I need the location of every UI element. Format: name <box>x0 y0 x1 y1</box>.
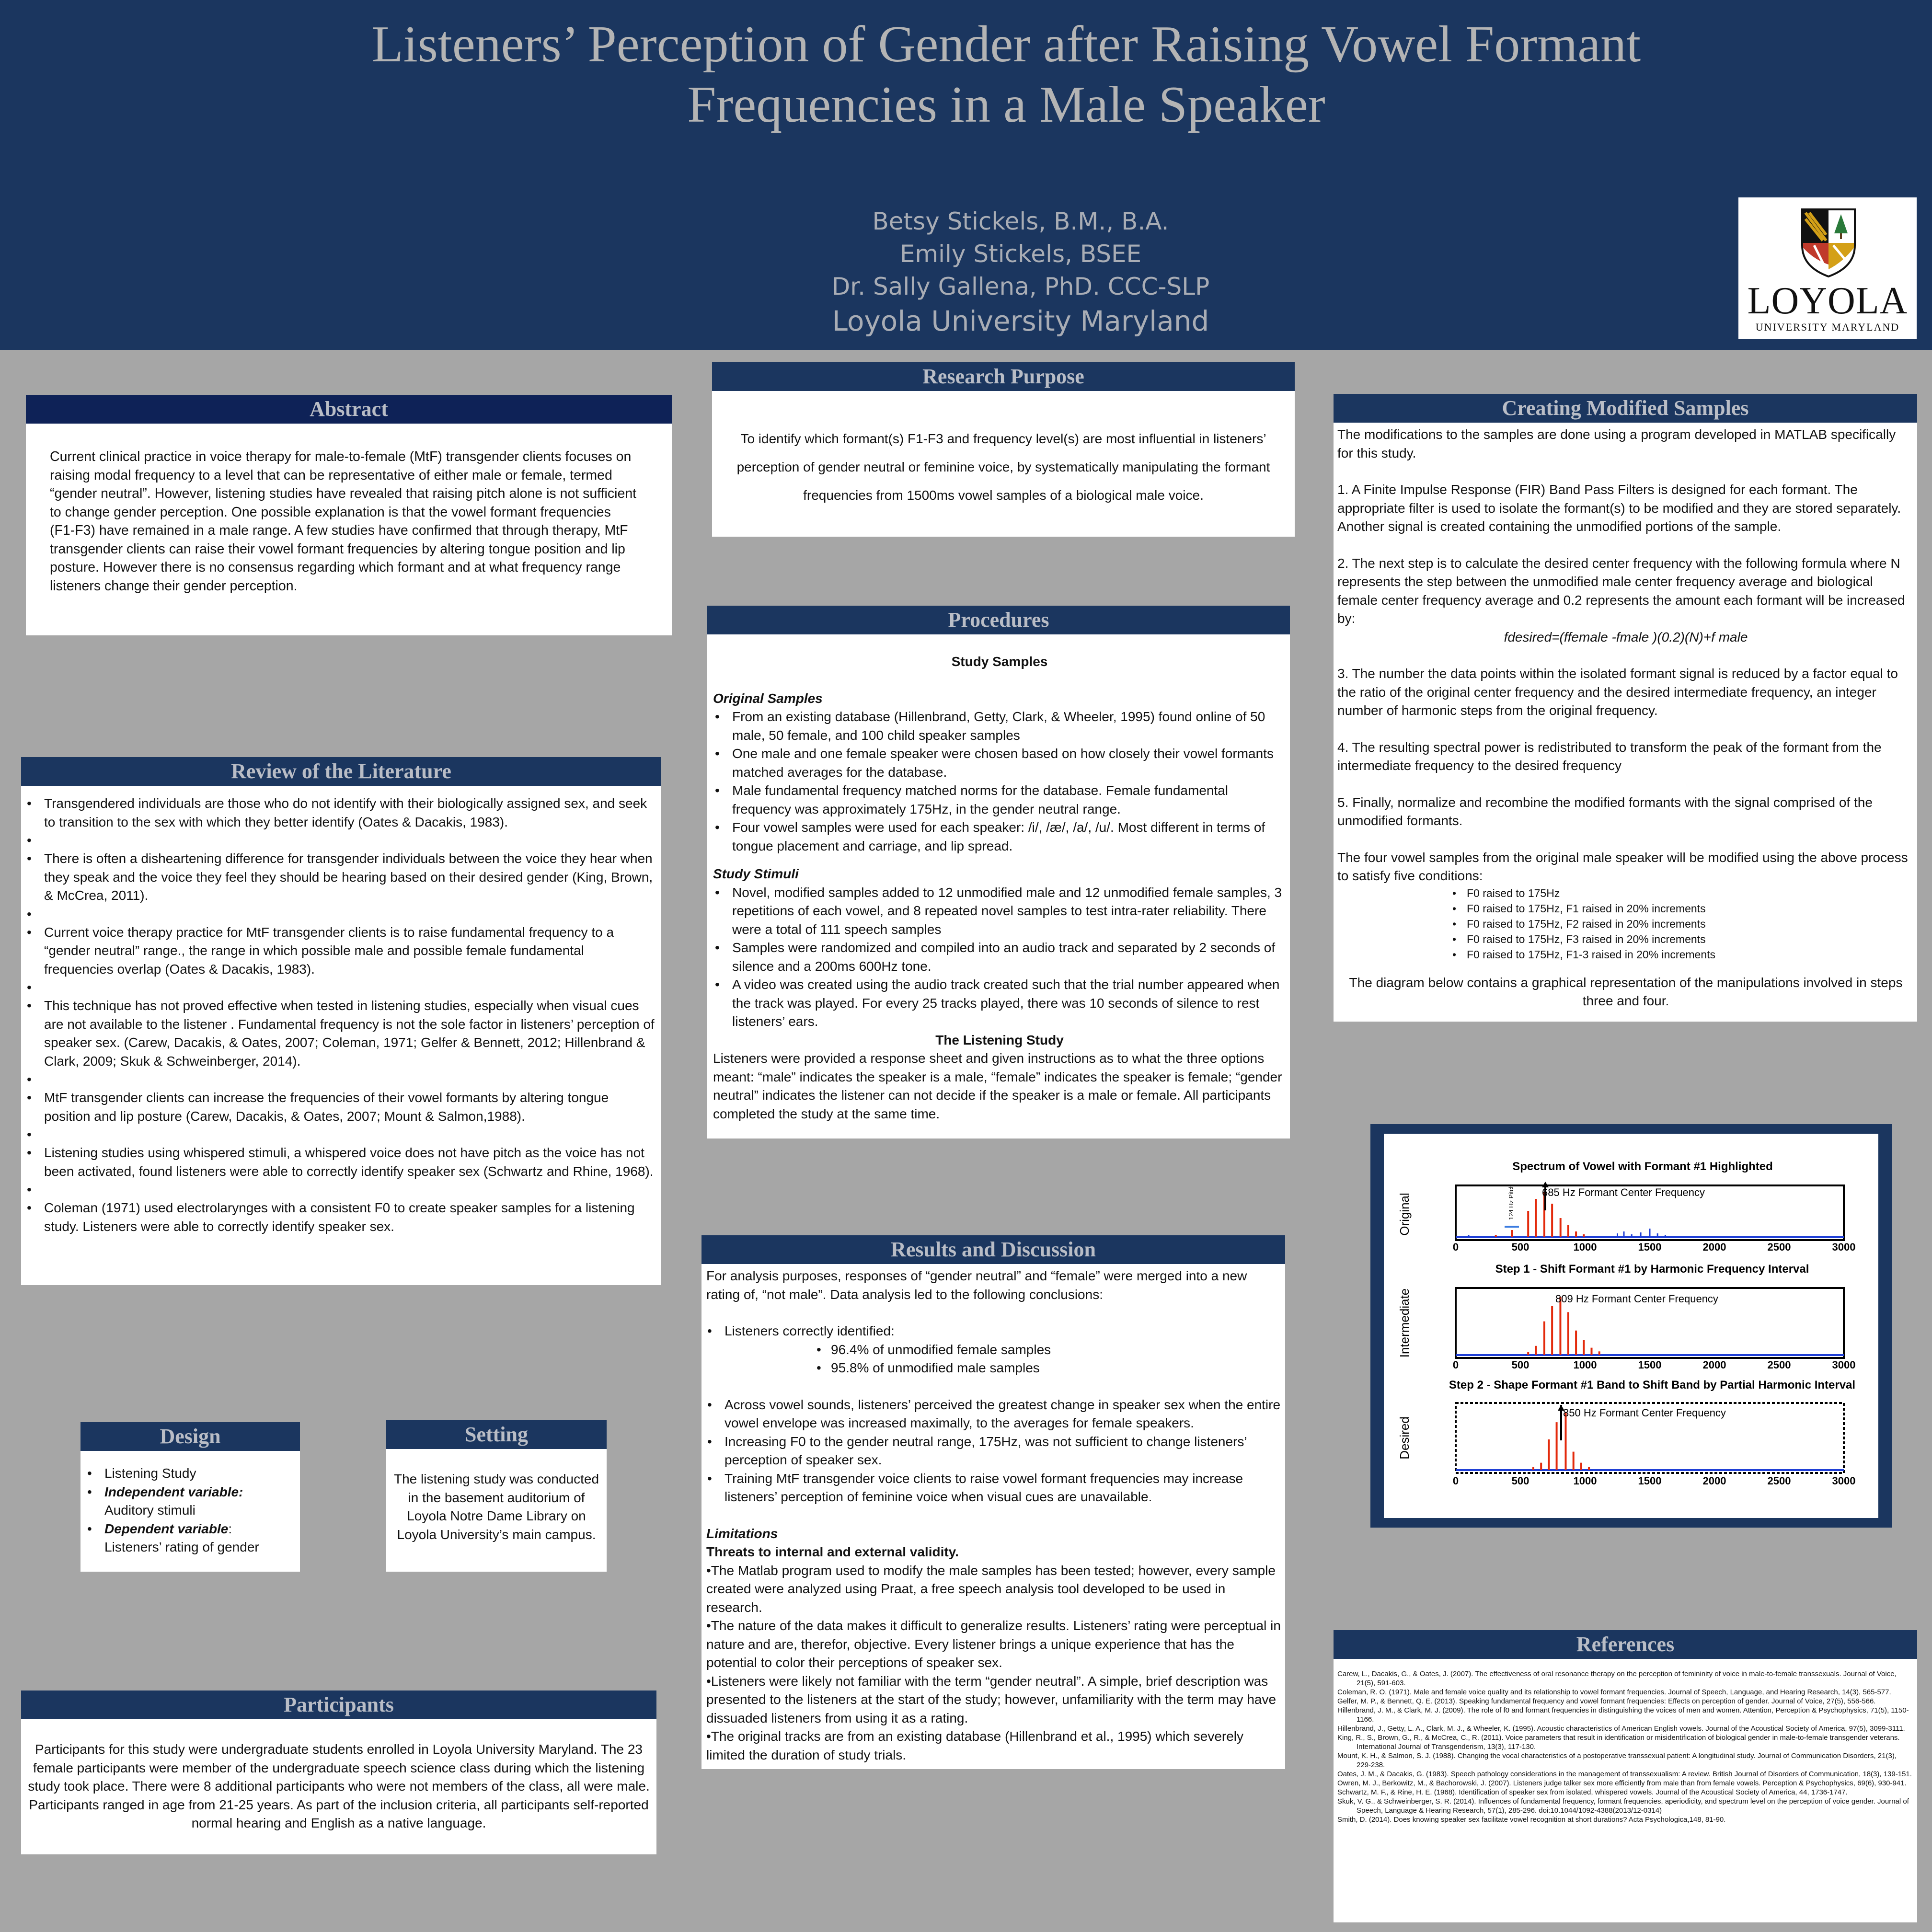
design-list <box>83 1464 297 1557</box>
figure-title-intermediate: Step 1 - Shift Formant #1 by Harmonic Frequency Interval <box>1495 1263 1809 1276</box>
literature-heading: Review of the Literature <box>21 757 661 786</box>
xtick-label: 1500 <box>1638 1475 1662 1487</box>
author-2: Emily Stickels, BSEE <box>899 240 1142 268</box>
title-line-2: Frequencies in a Male Speaker <box>687 76 1325 133</box>
ylabel-intermediate: Intermediate <box>1397 1288 1412 1358</box>
condition-item: • F0 raised to 175Hz, F2 raised in 20% increments <box>1452 916 1914 932</box>
annotation-original: 685 Hz Formant Center Frequency <box>1542 1186 1705 1198</box>
abstract-text: Current clinical practice in voice therapy for male-to-female (MtF) transgender clients focuses on raising modal frequency to a level that can be representative of either male or female, termed “gender neutral”. However, listening studies have revealed that raising pitch alone is not sufficient to change gender perception. One possible explanation is that the vowel formant frequencies (F1-F3) have remained in a male range. A few studies have confirmed that through therapy, MtF transgender clients can raise their vowel formant frequencies by altering tongue position and lip posture. However there is no consensus regarding which formant and at what frequency range listeners change their gender perception. <box>50 449 637 594</box>
creating-samples-body <box>1334 423 1917 1022</box>
list-item: • Coleman (1971) used electrolarynges with a consistent F0 to create speaker samples for a listening study. Listeners were able to correctly identify speaker sex. <box>23 1199 656 1236</box>
poster-header <box>0 0 1932 350</box>
design-panel <box>80 1422 300 1572</box>
xtick-label: 2500 <box>1767 1359 1791 1371</box>
threats-heading: Threats to internal and external validity. <box>706 1544 959 1559</box>
list-item: • MtF transgender clients can increase the frequencies of their vowel formants by altering tongue position and lip posture (Carew, Dacakis, & Oates, 2007; Mount & Salmon,1988). <box>23 1089 656 1126</box>
reference-item: Hillenbrand, J., Getty, L. A., Clark, M. J., & Wheeler, K. (1995). Acoustic characteristics of American English vowels. Journal of the Acoustical Society of America, 97(5), 3099-3111. <box>1337 1725 1905 1733</box>
reference-item: Mount, K. H., & Salmon, S. J. (1988). Changing the vocal characteristics of a postoperative transsexual patient: A longitudinal study. Journal of Communication Disorders, 21(3), 229-238. <box>1337 1752 1897 1769</box>
reference-item: King, R., S., Brown, G., R., & McCrea, C., R. (2011). Voice parameters that result in identification or misidentification of biological gender in male-to-female transgender veterans. International Journal of Transgenderism, 13(3), 117-130. <box>1337 1734 1900 1751</box>
shield-icon <box>1800 207 1857 279</box>
reference-item: Owren, M. J., Berkowitz, M., & Bachorowski, J. (2007). Listeners judge talker sex more efficiently from male than from female vowels. Perception & Psychophysics, 69(6), 930-941. <box>1337 1779 1907 1787</box>
spectrum-intermediate <box>1456 1297 1844 1355</box>
pitch-label: 124 Hz Pitch <box>1507 1184 1515 1220</box>
reference-item: Carew, L., Dacakis, G., & Oates, J. (2007). The effectiveness of oral resonance therapy on the perception of femininity of voice in male-to-female transsexuals. Journal of Voice, 21(5), 591-603. <box>1337 1670 1897 1687</box>
results-panel <box>702 1235 1285 1769</box>
results-identified-list <box>703 1322 1281 1341</box>
creating-step-5: 5. Finally, normalize and recombine the modified formants with the signal comprised of the unmodified formants. <box>1337 794 1873 828</box>
literature-panel <box>21 757 661 1285</box>
design-body <box>80 1451 300 1572</box>
procedures-panel <box>707 606 1290 1138</box>
results-identified-sublist <box>706 1341 1281 1378</box>
participants-heading: Participants <box>21 1690 656 1719</box>
reference-item: Smith, D. (2014). Does knowing speaker sex facilitate vowel recognition at short durations? Acta Psychologica,148, 81-90. <box>1337 1816 1726 1824</box>
reference-item: Oates, J. M., & Dacakis, G. (1983). Speech pathology considerations in the management of transsexualism: A review. British Journal of Disorders of Communication, 18(3), 139-151. <box>1337 1770 1912 1778</box>
list-item: • Increasing F0 to the gender neutral range, 175Hz, was not sufficient to change listeners’ perception of speaker sex. <box>703 1433 1281 1470</box>
limitation-item: •The original tracks are from an existing database (Hillenbrand et al., 1995) which severely limited the duration of study trials. <box>706 1729 1244 1762</box>
list-item: • Across vowel sounds, listeners’ perceived the greatest change in speaker sex when the entire vowel envelope was increased maximally, to the averages for female speakers. <box>703 1396 1281 1433</box>
creating-step-1: 1. A Finite Impulse Response (FIR) Band Pass Filters is designed for each formant. The appropriate filter is used to isolate the formant(s) to be modified and they are stored separately. Another signal is created containing the unmodified portions of the sample. <box>1337 482 1901 534</box>
title-line-1: Listeners’ Perception of Gender after Raising Vowel Formant <box>371 16 1641 73</box>
xtick-label: 1000 <box>1573 1475 1597 1487</box>
condition-item: • F0 raised to 175Hz, F1 raised in 20% increments <box>1452 901 1914 916</box>
list-item: • Male fundamental frequency matched norms for the database. Female fundamental frequency was approximately 175Hz, in the gender neutral range. <box>711 782 1286 818</box>
list-item <box>83 1483 297 1520</box>
list-item: • Listening studies using whispered stimuli, a whispered voice does not have pitch as the voice has not been activated, found listeners were able to correctly identify speaker sex (Schwartz and Rhine, 1968). <box>23 1144 656 1181</box>
dv-label: Dependent variable <box>104 1521 229 1536</box>
participants-panel <box>21 1690 656 1854</box>
ylabel-desired: Desired <box>1397 1416 1412 1460</box>
list-item: • Samples were randomized and compiled into an audio track and separated by 2 seconds of silence and a 200ms 600Hz tone. <box>711 939 1286 976</box>
diagram-caption: The diagram below contains a graphical representation of the manipulations involved in steps three and four. <box>1349 975 1903 1008</box>
poster-title <box>201 14 1811 135</box>
results-heading: Results and Discussion <box>702 1235 1285 1264</box>
participants-text: Participants for this study were undergraduate students enrolled in Loyola University Maryland. The 23 female participants were member of the undergraduate speech science class during which the listening study took place. There were 8 additional participants who were not members of the class, all were male. Participants ranged in age from 21-25 years. As part of the inclusion criteria, all participants self-reported normal hearing and English as a native language. <box>28 1742 650 1830</box>
list-item: • This technique has not proved effective when tested in listening studies, especially when visual cues are not available to the listener . Fundamental frequency is not the sole factor in listeners’ perception of speaker sex. (Carew, Dacakis, & Oates, 2007; Coleman, 1971; Gelfer & Bennett, 2012; Hillenbrand & Clark, 2009; Skuk & Schweinberger, 2014). <box>23 997 656 1070</box>
research-purpose-text: To identify which formant(s) F1-F3 and frequency level(s) are most influential in listeners’ perception of gender neutral or feminine voice, by systematically manipulating the formant frequencies from 1500ms vowel samples of a biological male voice. <box>736 431 1270 503</box>
creating-step-2: 2. The next step is to calculate the desired center frequency with the following formula where N represents the step between the unmodified male center frequency average and biological female center frequency average and 0.2 represents the amount each formant will be increased by: <box>1337 555 1905 626</box>
limitation-item: •The Matlab program used to modify the male samples has been tested; however, every sample created were analyzed using Praat, a free speech analysis tool developed to be used in research. <box>706 1563 1276 1615</box>
annotation-intermediate: 809 Hz Formant Center Frequency <box>1555 1293 1718 1305</box>
results-body <box>702 1264 1285 1769</box>
spectrum-figure <box>1384 1134 1878 1518</box>
condition-item: • F0 raised to 175Hz, F3 raised in 20% increments <box>1452 932 1914 947</box>
logo-wordmark: LOYOLA <box>1747 280 1908 322</box>
conditions-list <box>1337 886 1914 962</box>
limitations-heading: Limitations <box>706 1526 778 1541</box>
list-item: • Listeners correctly identified: <box>703 1322 1281 1341</box>
limitation-item: •Listeners were likely not familiar with the term “gender neutral”. A simple, brief description was presented to the listeners at the start of the study; however, unfamiliarity with the term may have dissuaded listeners from using it as a rating. <box>706 1673 1276 1725</box>
abstract-heading: Abstract <box>26 395 672 424</box>
original-samples-heading: Original Samples <box>713 690 823 706</box>
iv-value: Auditory stimuli <box>104 1503 196 1518</box>
design-heading: Design <box>80 1422 300 1451</box>
results-intro: For analysis purposes, responses of “gender neutral” and “female” were merged into a new rating of, “not male”. Data analysis led to the following conclusions: <box>706 1268 1247 1302</box>
figure-title-desired: Step 2 - Shape Formant #1 Band to Shift Band by Partial Harmonic Interval <box>1449 1379 1856 1392</box>
reference-item: Schwartz, M. F., & Rine, H. E. (1968). Identification of speaker sex from isolated, whispered vowels. Journal of the Acoustical Society of America, 44, 1736-1747. <box>1337 1788 1848 1796</box>
list-item: • There is often a disheartening difference for transgender individuals between the voice they hear when they speak and the voice they feel they should be hearing based on their desired gender (King, Brown, & McCrea, 2011). <box>23 850 656 905</box>
abstract-panel <box>26 395 672 635</box>
list-item: • 95.8% of unmodified male samples <box>816 1359 1281 1378</box>
condition-item: • F0 raised to 175Hz <box>1452 886 1914 901</box>
setting-text: The listening study was conducted in the basement auditorium of Loyola Notre Dame Library on Loyola University’s main campus. <box>393 1472 599 1542</box>
logo-subtext: UNIVERSITY MARYLAND <box>1755 321 1900 333</box>
xtick-label: 0 <box>1452 1359 1459 1371</box>
xtick-label: 2000 <box>1702 1359 1726 1371</box>
xtick-label: 0 <box>1452 1475 1459 1487</box>
center-frequency-formula: fdesired=(ffemale -fmale )(0.2)(N)+f male <box>1504 629 1748 644</box>
xtick-labels-original <box>1453 1241 1856 1253</box>
listening-study-text: Listeners were provided a response sheet and given instructions as to what the three options meant: “male” indicates the speaker is a male, “female” indicates the speaker is female; “gender neutral” indicates the listener can not decide if the speaker is a male or female. All participants completed the study at the same time. <box>713 1051 1282 1121</box>
xtick-label: 500 <box>1511 1475 1530 1487</box>
iv-label: Independent variable: <box>104 1484 243 1499</box>
reference-item: Gelfer, M. P., & Bennett, Q. E. (2013). Speaking fundamental frequency and vowel formant frequencies: Effects on perception of gender. Journal of Voice, 27(5), 556-566. <box>1337 1697 1876 1705</box>
research-purpose-panel <box>712 362 1295 537</box>
references-heading: References <box>1334 1630 1917 1659</box>
ylabel-original: Original <box>1397 1193 1412 1236</box>
spectrum-figure-frame <box>1370 1124 1892 1528</box>
condition-item: • F0 raised to 175Hz, F1-3 raised in 20% increments <box>1452 947 1914 962</box>
research-purpose-heading: Research Purpose <box>712 362 1295 391</box>
study-stimuli-list <box>711 884 1286 1031</box>
xtick-label: 1500 <box>1638 1241 1662 1253</box>
xtick-label: 500 <box>1511 1359 1530 1371</box>
xtick-label: 2500 <box>1767 1475 1791 1487</box>
list-item: • 96.4% of unmodified female samples <box>816 1341 1281 1359</box>
references-list <box>1334 1659 1917 1922</box>
setting-heading: Setting <box>386 1420 607 1449</box>
xtick-labels-intermediate <box>1453 1359 1856 1371</box>
procedures-heading: Procedures <box>707 606 1290 634</box>
list-item: • Listening Study <box>83 1464 297 1483</box>
xtick-label: 500 <box>1511 1241 1530 1253</box>
list-item: • A video was created using the audio track created such that the trial number appeared when the track was played. For every 25 tracks played, there was 10 seconds of silence to rest listeners’ ears. <box>711 976 1286 1031</box>
references-panel <box>1334 1630 1917 1922</box>
xtick-label: 3000 <box>1832 1241 1856 1253</box>
list-item: • Training MtF transgender voice clients to raise vowel formant frequencies may increase listeners’ perception of feminine voice when visual cues are unavailable. <box>703 1470 1281 1506</box>
xtick-label: 0 <box>1452 1241 1459 1253</box>
study-stimuli-heading: Study Stimuli <box>713 866 799 881</box>
xtick-label: 3000 <box>1832 1359 1856 1371</box>
listening-study-heading: The Listening Study <box>935 1032 1064 1047</box>
creating-samples-heading: Creating Modified Samples <box>1334 394 1917 423</box>
list-item: • From an existing database (Hillenbrand, Getty, Clark, & Wheeler, 1995) found online of 50 male, 50 female, and 100 child speaker samples <box>711 708 1286 745</box>
study-samples-heading: Study Samples <box>951 654 1048 669</box>
xtick-label: 1500 <box>1638 1359 1662 1371</box>
list-item: • One male and one female speaker were chosen based on how closely their vowel formants matched averages for the database. <box>711 745 1286 782</box>
creating-step-3: 3. The number the data points within the isolated formant signal is reduced by a factor equal to the ratio of the original center frequency and the desired intermediate frequency, an integer number of harmonic steps from the original frequency. <box>1337 666 1898 718</box>
list-item: • Transgendered individuals are those who do not identify with their biologically assigned sex, and seek to transition to the sex with which they better identify (Oates & Dacakis, 1983). <box>23 794 656 831</box>
conditions-intro: The four vowel samples from the original male speaker will be modified using the above process to satisfy five conditions: <box>1337 850 1908 883</box>
spectrum-desired <box>1456 1412 1844 1470</box>
author-block <box>719 205 1322 339</box>
limitation-item: •The nature of the data makes it difficult to generalize results. Listeners’ rating were perceptual in nature and are, therefor, objective. Every listener brings a unique experience that has the potential to color their perceptions of speaker sex. <box>706 1618 1281 1670</box>
procedures-body <box>707 634 1290 1138</box>
creating-step-4: 4. The resulting spectral power is redistributed to transform the peak of the formant from the intermediate frequency to the desired frequency <box>1337 739 1882 773</box>
literature-body <box>21 786 661 1285</box>
list-item: • Dependent variable: Listeners’ rating of gender <box>83 1520 297 1557</box>
loyola-logo <box>1738 197 1917 339</box>
xtick-label: 3000 <box>1832 1475 1856 1487</box>
original-samples-list <box>711 708 1286 855</box>
annotation-desired: 850 Hz Formant Center Frequency <box>1563 1407 1726 1419</box>
xtick-label: 2500 <box>1767 1241 1791 1253</box>
creating-intro: The modifications to the samples are done using a program developed in MATLAB specifically for this study. <box>1337 427 1896 460</box>
xtick-label: 1000 <box>1573 1241 1597 1253</box>
results-conclusions-list <box>703 1396 1281 1506</box>
xtick-labels-desired <box>1453 1475 1856 1487</box>
literature-list <box>23 794 656 1236</box>
author-3: Dr. Sally Gallena, PhD. CCC-SLP <box>831 273 1210 300</box>
list-item: • Four vowel samples were used for each speaker: /i/, /æ/, /a/, /u/. Most different in terms of tongue placement and carriage, and lip spread. <box>711 818 1286 855</box>
list-item: • Novel, modified samples added to 12 unmodified male and 12 unmodified female samples, 3 repetitions of each vowel, and 8 repeated novel samples to test intra-rater reliability. There were a total of 111 speech samples <box>711 884 1286 939</box>
spectrum-chart <box>1384 1134 1878 1518</box>
setting-panel <box>386 1420 607 1572</box>
xtick-label: 2000 <box>1702 1241 1726 1253</box>
creating-samples-panel <box>1334 394 1917 1022</box>
dv-value: Listeners’ rating of gender <box>104 1540 259 1554</box>
university-name: Loyola University Maryland <box>832 305 1209 337</box>
xtick-label: 1000 <box>1573 1359 1597 1371</box>
figure-title-original: Spectrum of Vowel with Formant #1 Highlighted <box>1512 1160 1773 1173</box>
xtick-label: 2000 <box>1702 1475 1726 1487</box>
list-item: • Current voice therapy practice for MtF transgender clients is to raise fundamental frequency to a “gender neutral” range., the range in which possible male and possible female fundamental frequencies overlap (Oates & Dacakis, 1983). <box>23 923 656 979</box>
reference-item: Hillenbrand, J. M., & Clark, M. J. (2009). The role of f0 and formant frequencies in distinguishing the voices of men and women. Attention, Perception & Psychophysics, 71(5), 1150-1166. <box>1337 1706 1909 1724</box>
author-1: Betsy Stickels, B.M., B.A. <box>872 207 1169 235</box>
reference-item: Coleman, R. O. (1971). Male and female voice quality and its relationship to vowel formant frequencies. Journal of Speech, Language, and Hearing Research, 14(3), 565-577. <box>1337 1688 1891 1696</box>
reference-item: Skuk, V. G., & Schweinberger, S. R. (2014). Influences of fundamental frequency, formant frequencies, aperiodicity, and spectrum level on the perception of voice gender. Journal of Speech, Language & Hearing Research, 57(1), 285-296. doi:10.1044/1092-4388(2013/12-0314) <box>1337 1797 1909 1815</box>
